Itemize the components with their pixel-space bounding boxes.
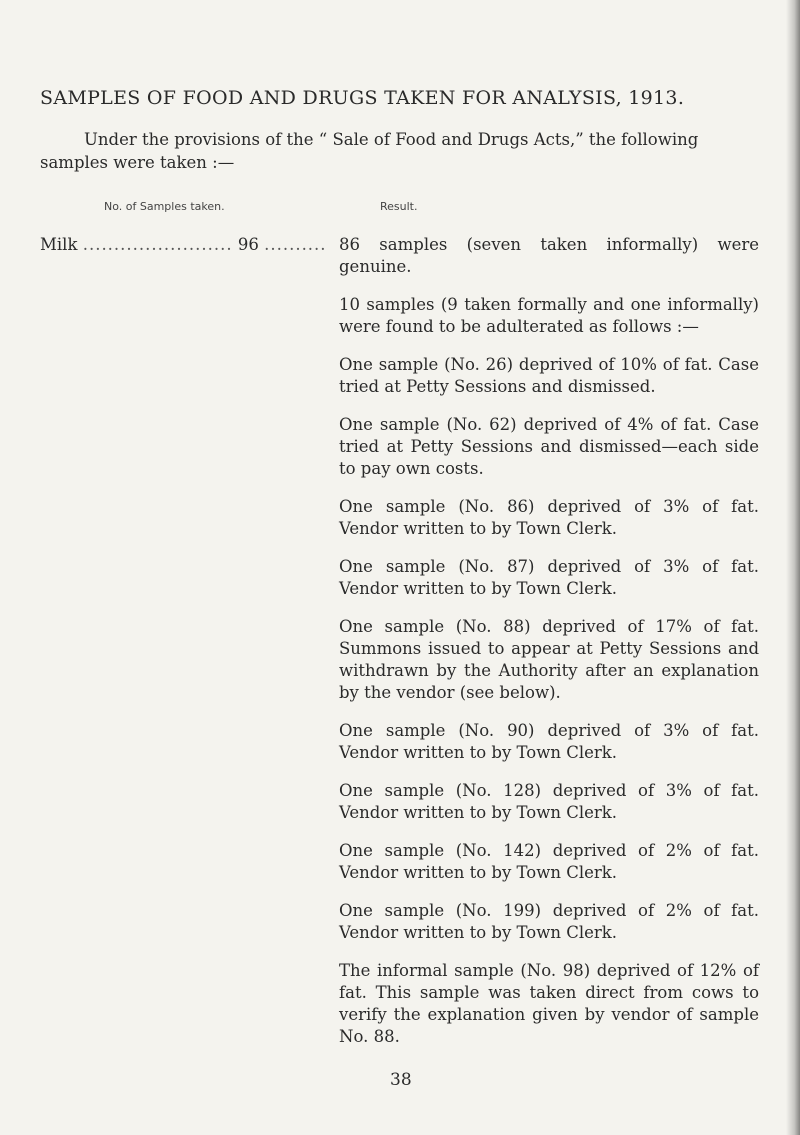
result-paragraph: One sample (No. 90) deprived of 3% of fat. Vendor written to by Town Clerk. [339, 721, 759, 762]
result-paragraph: One sample (No. 128) deprived of 3% of fat. Vendor written to by Town Clerk. [339, 781, 759, 822]
leader-dots: .......... [264, 235, 327, 254]
result-paragraph: One sample (No. 87) deprived of 3% of fat. Vendor written to by Town Clerk. [339, 557, 759, 598]
page-title: SAMPLES OF FOOD AND DRUGS TAKEN FOR ANALYSIS, 1913. [40, 87, 685, 109]
result-paragraph: One sample (No. 199) deprived of 2% of fat. Vendor written to by Town Clerk. [339, 901, 759, 942]
result-paragraph: One sample (No. 88) deprived of 17% of fat. Summons issued to appear at Petty Sessions and withdrawn by the Authority after an explanation by the vendor (see below). [339, 617, 759, 702]
item-count: 96 [237, 235, 259, 254]
item-name: Milk [40, 235, 78, 254]
page-number: 38 [390, 1070, 412, 1090]
result-paragraph: One sample (No. 62) deprived of 4% of fat. Case tried at Petty Sessions and dismissed—each side to pay own costs. [339, 415, 759, 478]
result-paragraph: The informal sample (No. 98) deprived of 12% of fat. This sample was taken direct from cows to verify the explanation given by vendor of sample No. 88. [339, 961, 759, 1046]
page-edge-shadow [786, 0, 800, 1135]
leader-dots: ........................ [82, 235, 233, 254]
column-header-result: Result. [380, 200, 418, 213]
column-header-samples: No. of Samples taken. [104, 200, 225, 213]
results-column [339, 234, 759, 1064]
result-paragraph: One sample (No. 142) deprived of 2% of fat. Vendor written to by Town Clerk. [339, 841, 759, 882]
result-paragraph: One sample (No. 26) deprived of 10% of fat. Case tried at Petty Sessions and dismissed. [339, 355, 759, 396]
result-paragraph: 10 samples (9 taken formally and one informally) were found to be adulterated as follows :— [339, 295, 759, 336]
intro-paragraph: Under the provisions of the “ Sale of Food and Drugs Acts,” the following samples were taken :— [40, 130, 699, 172]
item-row-milk [40, 234, 340, 256]
result-paragraph: One sample (No. 86) deprived of 3% of fat. Vendor written to by Town Clerk. [339, 497, 759, 538]
result-paragraph: 86 samples (seven taken informally) were genuine. [339, 235, 759, 276]
